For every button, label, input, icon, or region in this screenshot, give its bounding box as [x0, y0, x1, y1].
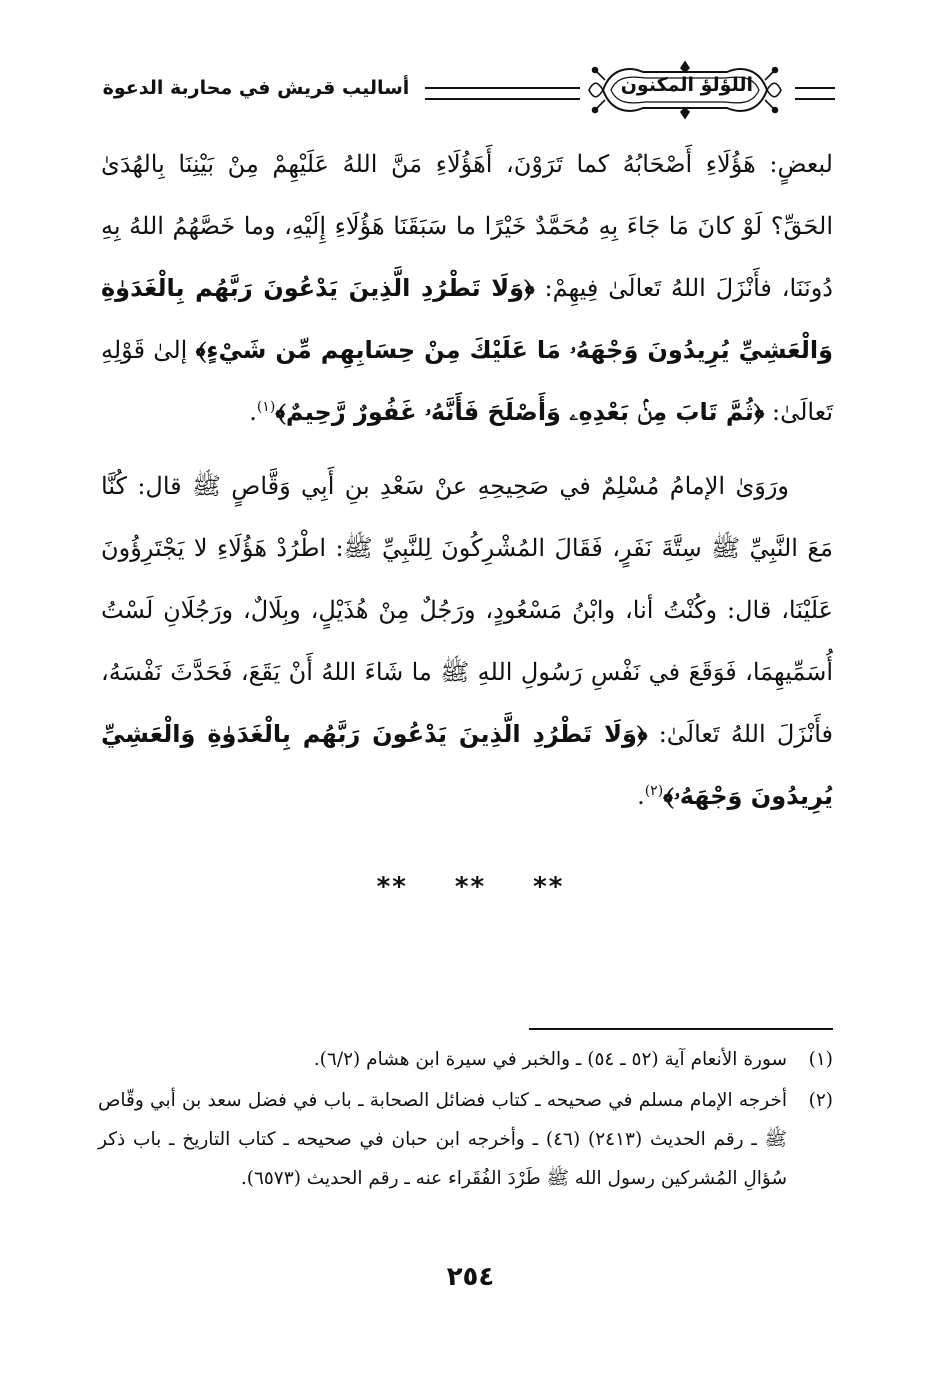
footnote-2 — [98, 1081, 833, 1198]
footnote-number: (١) — [808, 1049, 833, 1070]
footnote-ref-1[interactable]: (١) — [256, 399, 276, 415]
paragraph-1 — [101, 133, 833, 443]
footnote-1 — [98, 1040, 833, 1079]
separator-mark: ** — [376, 872, 408, 902]
paragraph-1-text-b: إلىٰ قَوْلِهِ تَعالَىٰ: — [101, 336, 833, 426]
footnote-text: أخرجه الإمام مسلم في صحيحه ـ كتاب فضائل الصحابة ـ باب في فضل سعد بن أبي وقّاص ﷺ ـ رقم الحديث (٢٤١٣) (٤٦) ـ وأخرجه ابن حبان في صحيحه ـ كتاب التاريخ ـ باب ذكر سُؤالِ المُشركين رسول الله ﷺ طَرْدَ الفُقَراء عنه ـ رقم الحديث (٦٥٧٣). — [98, 1090, 787, 1189]
footnote-ref-2[interactable]: (٢) — [644, 783, 664, 799]
chapter-title: أساليب قريش في محاربة الدعوة — [102, 77, 410, 99]
footnotes — [98, 1040, 833, 1200]
header-rule-left — [425, 87, 580, 100]
footnote-number: (٢) — [808, 1090, 833, 1111]
paragraph-2-text-a: ورَوَىٰ الإمامُ مُسْلِمٌ في صَحِيحِهِ عنْ سَعْدِ بنِ أَبِي وَقَّاصٍ ﷺ قال: كُنَّا مَعَ النَّبِيِّ ﷺ سِتَّةَ نَفَرٍ، فَقَالَ المُشْرِكُونَ لِلنَّبِيِّ ﷺ: اطْرُدْ هَؤُلَاءِ لا يَجْتَرِؤُونَ عَلَيْنَا، قال: وكُنْتُ أنا، وابْنُ مَسْعُودٍ، ورَجُلٌ مِنْ هُذَيْلٍ، وبِلَالٌ، ورَجُلَانِ لَسْتُ أُسَمِّيهِمَا، فَوَقَعَ في نَفْسِ رَسُولِ اللهِ ﷺ ما شَاءَ اللهُ أَنْ يَقَعَ، فَحَدَّثَ نَفْسَهُ، فأَنْزَلَ اللهُ تَعالَىٰ: — [101, 472, 833, 748]
book-series-title: اللؤلؤ المكنون — [620, 74, 753, 96]
section-separator — [0, 872, 941, 902]
footnote-divider — [529, 1028, 833, 1030]
paragraph-2 — [101, 455, 833, 827]
quran-verse-3: ﴿وَلَا تَطْرُدِ الَّذِينَ يَدْعُونَ رَبَّهُم بِالْغَدَوٰةِ وَالْعَشِيِّ يُرِيدُونَ وَجْهَهُۥ﴾ — [101, 720, 833, 810]
header-rule-right — [795, 87, 835, 100]
quran-verse-1: ﴿وَلَا تَطْرُدِ الَّذِينَ يَدْعُونَ رَبَّهُم بِالْغَدَوٰةِ وَالْعَشِيِّ يُرِيدُونَ وَجْهَهُۥ مَا عَلَيْكَ مِنْ حِسَابِهِم مِّن شَيْءٍ﴾ — [101, 274, 833, 364]
paragraph-1-end: . — [249, 398, 257, 426]
paragraph-2-end: . — [637, 782, 645, 810]
page-header — [95, 52, 835, 132]
quran-verse-2: ﴿ثُمَّ تَابَ مِنۢ بَعْدِهِۦ وَأَصْلَحَ فَأَنَّهُۥ غَفُورٌ رَّحِيمٌ﴾ — [275, 398, 765, 426]
footnote-text: سورة الأنعام آية (٥٢ ـ ٥٤) ـ والخبر في سيرة ابن هشام (٦/٢). — [313, 1049, 787, 1070]
separator-mark: ** — [533, 872, 565, 902]
page-number: ٢٥٤ — [446, 1262, 495, 1292]
paragraph-1-text-a: لبعضٍ: هَؤُلَاءِ أَصْحَابُهُ كما تَرَوْنَ، أَهَؤُلَاءِ مَنَّ اللهُ عَلَيْهِمْ مِنْ بَيْنِنَا بِالهُدَىٰ الحَقِّ؟ لَوْ كانَ مَا جَاءَ بِهِ مُحَمَّدٌ خَيْرًا ما سَبَقَنَا هَؤُلَاءِ إِلَيْهِ، وما خَصَّهُمُ اللهُ بِهِ دُونَنَا، فأَنْزَلَ اللهُ تَعالَىٰ فِيهِمْ: — [101, 150, 833, 302]
separator-mark: ** — [454, 872, 487, 902]
main-text — [101, 133, 833, 827]
